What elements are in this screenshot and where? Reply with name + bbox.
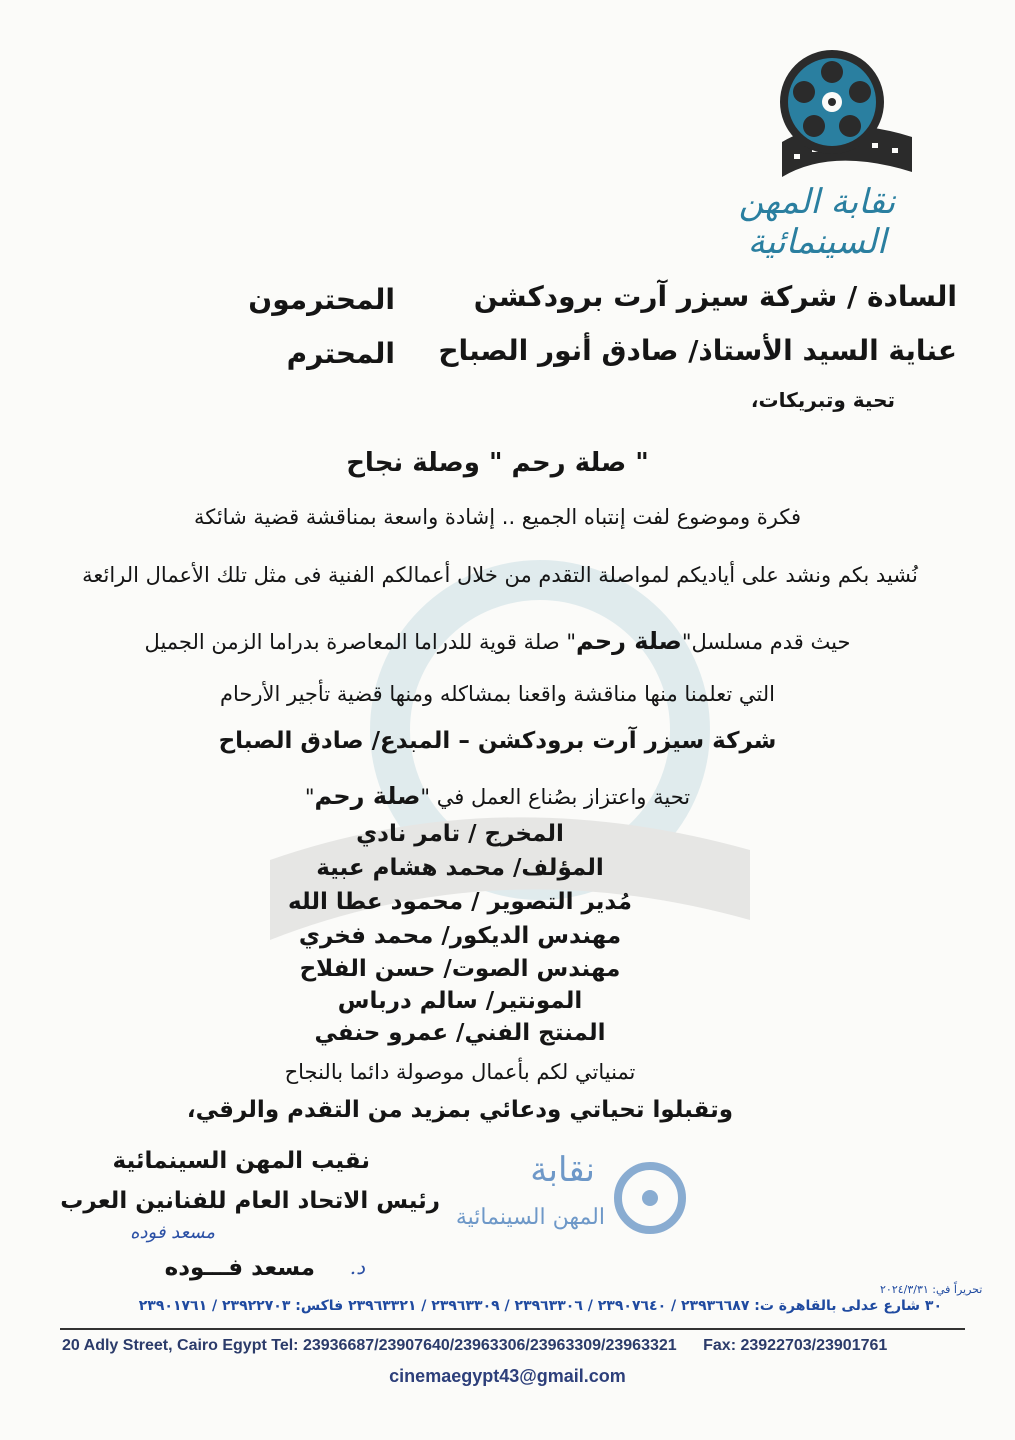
stamp-line-1: نقابة — [530, 1150, 595, 1190]
body-line-2: نُشيد بكم ونشد على أياديكم لمواصلة التقدم من خلال أعمالكم الفنية فى مثل تلك الأعمال الرائعة — [82, 563, 918, 587]
credit-cinematographer: مُدير التصوير / محمود عطا الله — [288, 889, 632, 915]
union-logo-text: نقابة المهن السينمائية — [738, 182, 896, 262]
signatory-name: مسعد فـــوده — [164, 1255, 315, 1281]
handwritten-signature: مسعد فوده — [130, 1222, 215, 1243]
union-stamp — [430, 1150, 690, 1260]
closing-line-1: تمنياتي لكم بأعمال موصولة دائما بالنجاح — [284, 1060, 636, 1084]
footer-english-address — [62, 1337, 967, 1355]
body-line-3: حيث قدم مسلسل"صلة رحم" صلة قوية للدراما المعاصرة بدراما الزمن الجميل — [144, 627, 851, 655]
credit-editor: المونتير/ سالم درباس — [337, 988, 583, 1014]
credit-director: المخرج / تامر نادي — [356, 821, 564, 847]
addressee-company: السادة / شركة سيزر آرت برودكشن — [473, 280, 957, 313]
credit-technical-producer: المنتج الفني/ عمرو حنفي — [314, 1020, 606, 1046]
body-line-4: التي تعلمنا منها مناقشة واقعنا بمشاكله ومنها قضية تأجير الأرحام — [220, 682, 775, 706]
footer-english-tel: 20 Adly Street, Cairo Egypt Tel: 23936687/23907640/23963306/23963309/23963321 — [62, 1337, 677, 1354]
footer-email: cinemaegypt43@gmail.com — [389, 1366, 626, 1386]
credit-sound-engineer: مهندس الصوت/ حسن الفلاح — [299, 956, 621, 982]
greeting: تحية وتبريكات، — [750, 388, 895, 412]
credit-writer: المؤلف/ محمد هشام عبية — [316, 855, 604, 881]
stamp-line-2: المهن السينمائية — [455, 1205, 605, 1230]
series-name: صلة رحم — [576, 627, 682, 655]
signatory-title-1: نقيب المهن السينمائية — [112, 1148, 370, 1174]
film-reel-logo-icon — [772, 42, 922, 192]
footer-divider — [60, 1328, 965, 1330]
stamp-reel-icon — [610, 1158, 690, 1238]
addressee-honorific-single: المحترم — [286, 337, 395, 370]
body-line-5: شركة سيزر آرت برودكشن – المبدع/ صادق الصباح — [218, 728, 777, 754]
addressee-person: عناية السيد الأستاذ/ صادق أنور الصباح — [438, 334, 957, 367]
signatory-title-2: رئيس الاتحاد العام للفنانين العرب — [60, 1188, 440, 1214]
footer-arabic-address: ٣٠ شارع عدلى بالقاهرة ت: ٢٣٩٣٦٦٨٧ / ٢٣٩٠٧٦٤٠ / ٢٣٩٦٣٣٠٦ / ٢٣٩٦٣٣٠٩ / ٢٣٩٦٣٣٢١ فاكس: ٢٣٩٢٢٧٠٣ / ٢٣٩٠١٧٦١ — [138, 1298, 942, 1314]
body-line-6: تحية واعتزاز بصُناع العمل في "صلة رحم" — [304, 782, 691, 810]
credit-set-designer: مهندس الديكور/ محمد فخري — [298, 923, 622, 949]
addressee-honorific-plural: المحترمون — [248, 283, 395, 316]
footer-english-fax: Fax: 23922703/23901761 — [703, 1337, 888, 1354]
signature-prefix: د. — [349, 1255, 365, 1279]
body-line-1: فكرة وموضوع لفت إنتباه الجميع .. إشادة واسعة بمناقشة قضية شائكة — [193, 505, 802, 529]
series-name-2: صلة رحم — [314, 782, 421, 810]
date-note: تحريراً في: ٢٠٢٤/٣/٣١ — [880, 1283, 983, 1296]
closing-line-2: وتقبلوا تحياتي ودعائي بمزيد من التقدم والرقي، — [186, 1097, 734, 1123]
letter-title: " صلة رحم " وصلة نجاح — [346, 448, 649, 478]
